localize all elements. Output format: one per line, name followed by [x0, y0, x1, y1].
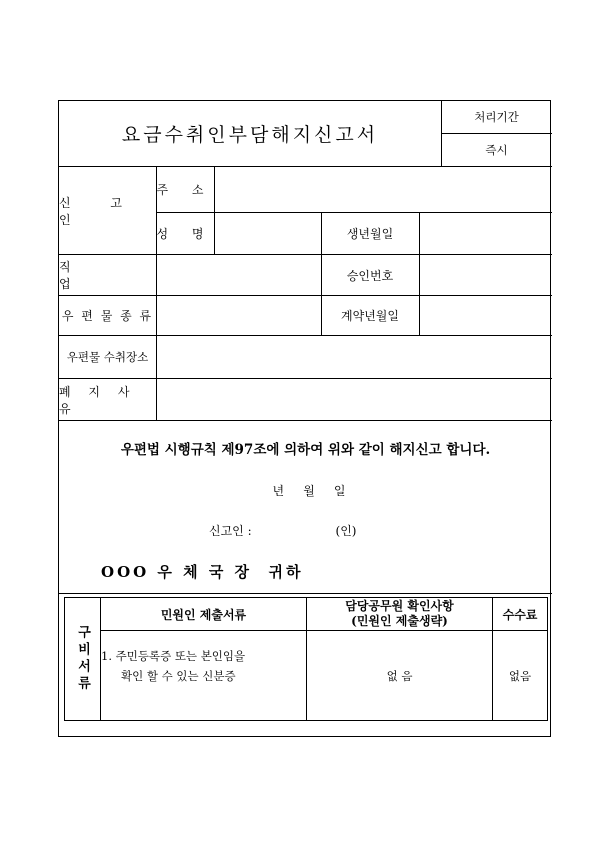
cancellation-reason-field[interactable] [157, 379, 551, 420]
birth-date-field[interactable] [420, 213, 551, 254]
signer-label: 신고인 : [209, 523, 252, 538]
seal-mark: (인) [335, 523, 357, 538]
address-field[interactable] [215, 167, 551, 212]
col-official-check: 담당공무원 확인사항 (민원인 제출생략) [345, 599, 454, 628]
address-label: 주 소 [156, 183, 214, 197]
cancellation-reason-label: 폐 지 사 유 [59, 384, 137, 416]
name-field[interactable] [215, 213, 320, 254]
contract-date-label: 계약년월일 [341, 309, 399, 323]
required-documents-label [65, 598, 100, 720]
col-fee: 수수료 [502, 607, 538, 622]
occupation-label: 직 업 [59, 260, 119, 291]
contract-date-field[interactable] [420, 296, 551, 335]
mail-receipt-place-label: 우편물 수취장소 [66, 350, 149, 364]
submitted-document-item: 1. 주민등록증 또는 본인임을 확인 할 수 있는 신분증 [101, 649, 246, 683]
birth-date-label: 생년월일 [346, 227, 394, 241]
reporter-label: 신 고 인 [59, 195, 140, 227]
processing-period-label: 처리기간 [474, 110, 519, 124]
required-documents-table [64, 597, 548, 721]
official-check-value: 없 음 [386, 668, 413, 683]
occupation-field[interactable] [157, 255, 320, 295]
col-submitted-documents: 민원인 제출서류 [160, 607, 247, 622]
approval-number-label: 승인번호 [346, 268, 394, 283]
approval-number-field[interactable] [420, 255, 551, 295]
declaration-statement: 우편법 시행규칙 제97조에 의하여 위와 같이 해지신고 합니다. [120, 442, 491, 458]
mail-type-label: 우 편 물 종 류 [61, 309, 154, 323]
date-line: 년 월 일 [272, 483, 346, 498]
addressee: OOO 우 체 국 장 귀하 [101, 562, 304, 581]
processing-period-value: 즉시 [485, 143, 508, 157]
mail-type-field[interactable] [157, 296, 320, 335]
form-title: 요금수취인부담해지신고서 [121, 124, 379, 146]
name-label: 성 명 [156, 227, 214, 241]
mail-receipt-place-field[interactable] [157, 336, 551, 378]
fee-value: 없음 [508, 668, 532, 683]
required-documents-text: 구비서류 [75, 625, 90, 693]
cancellation-form [58, 100, 551, 737]
